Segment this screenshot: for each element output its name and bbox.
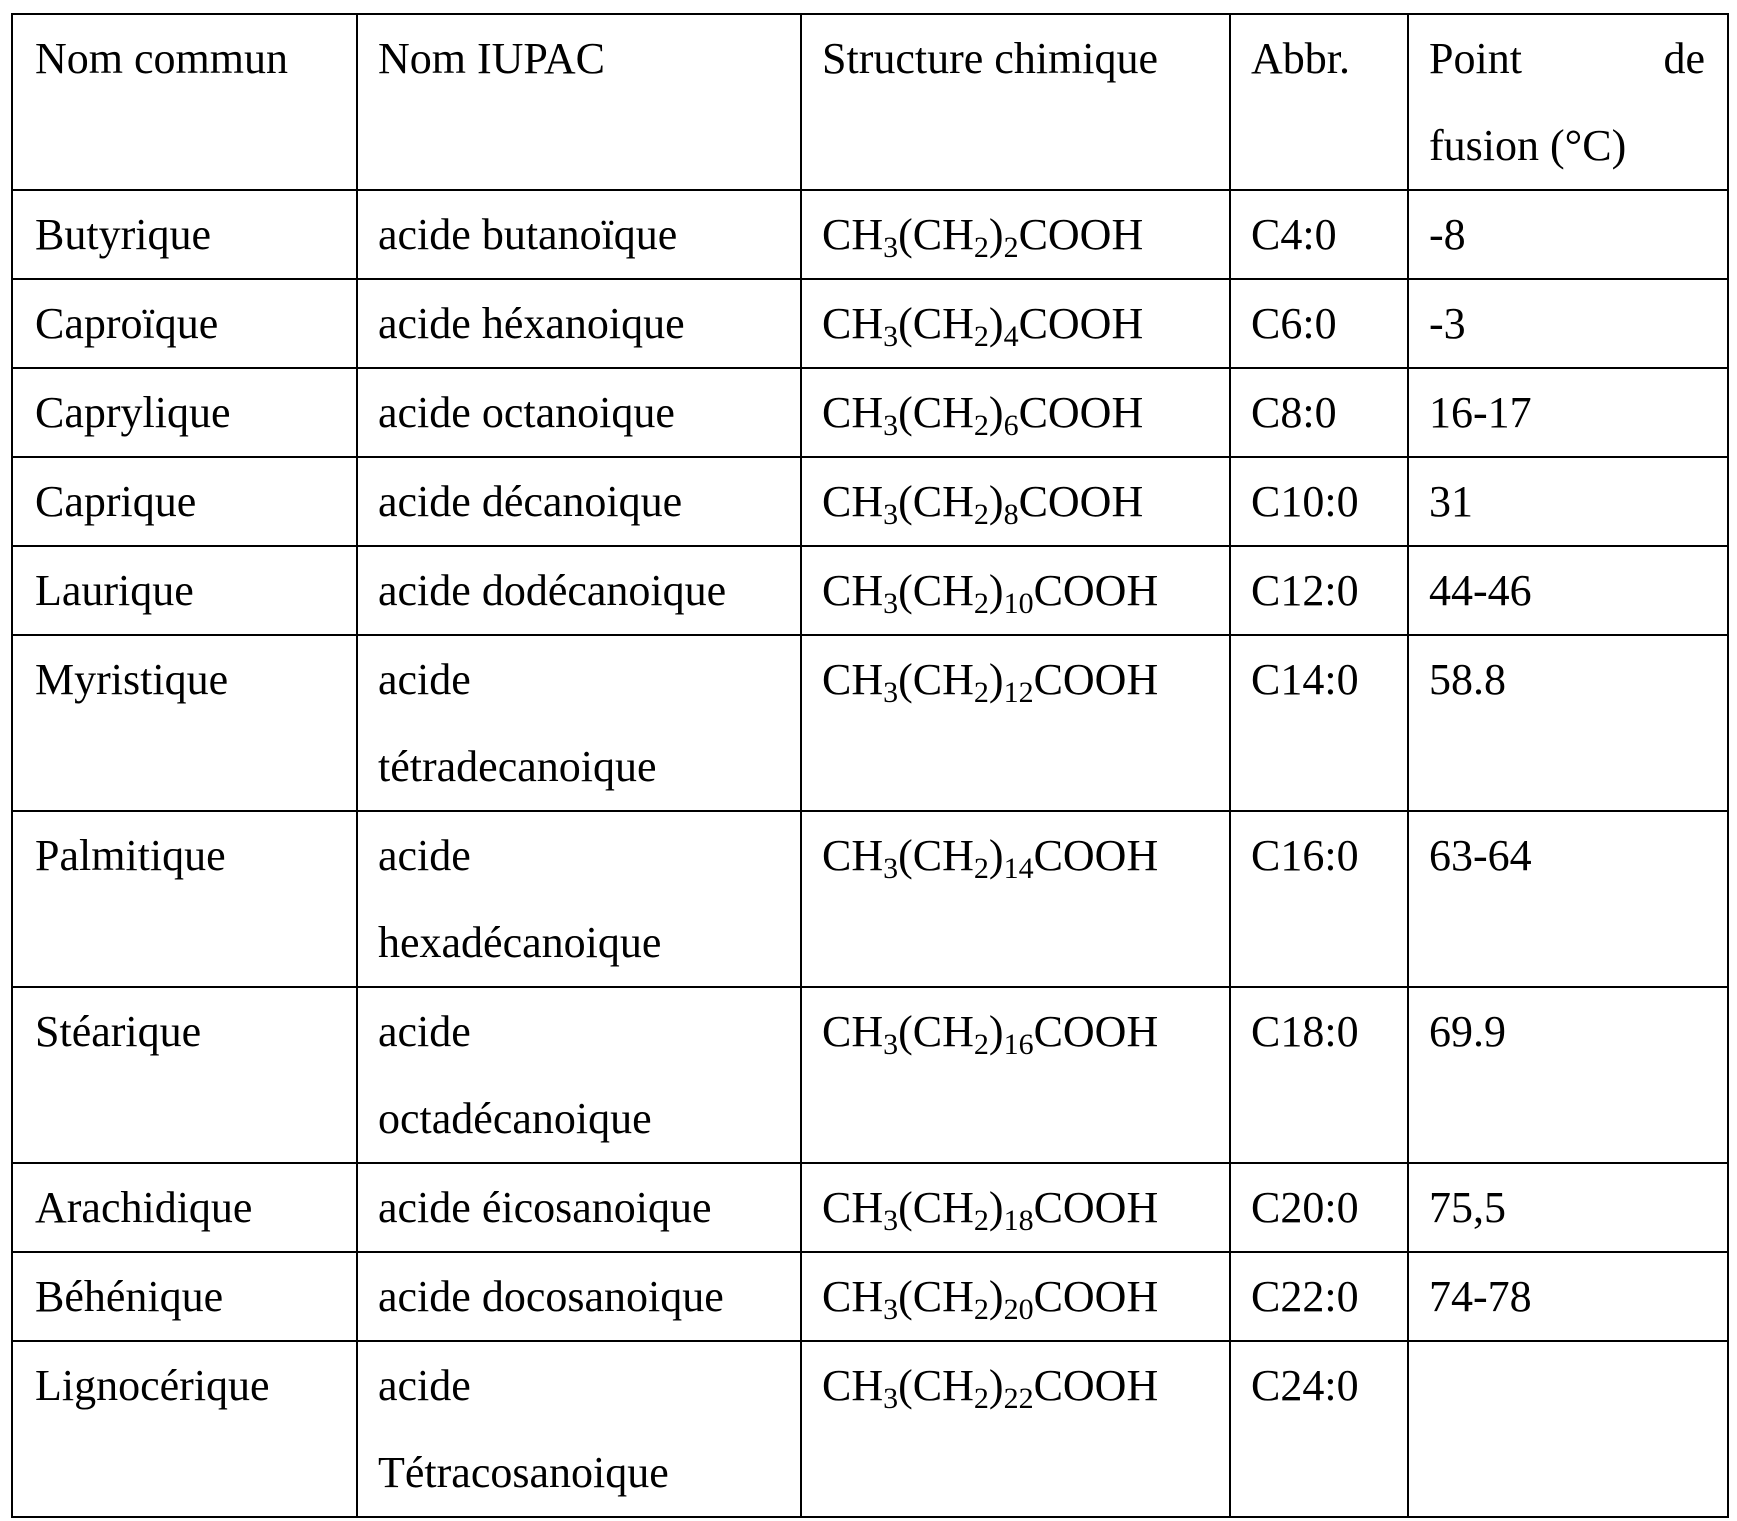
formula-prefix: CH [822, 655, 884, 704]
table-row [12, 1252, 1728, 1341]
cell-abbreviation [1230, 190, 1408, 279]
formula-prefix: CH [822, 1272, 884, 1321]
table-row [12, 546, 1728, 635]
iupac-name-line2: Tétracosanoique [378, 1448, 669, 1497]
cell-abbreviation [1230, 811, 1408, 987]
formula-middle: (CH [898, 1007, 974, 1056]
cell-chemical-formula [801, 635, 1230, 811]
formula-prefix: CH [822, 477, 884, 526]
cell-chemical-formula [801, 190, 1230, 279]
abbreviation-text: C6:0 [1251, 299, 1337, 348]
formula-middle: (CH [898, 1183, 974, 1232]
table-body [12, 190, 1728, 1517]
melting-point-header-line1 [1429, 15, 1705, 102]
iupac-name-line1: acide docosanoique [378, 1272, 724, 1321]
melting-point-value: 74-78 [1429, 1272, 1532, 1321]
melting-point-value: -3 [1429, 299, 1466, 348]
cell-abbreviation [1230, 1163, 1408, 1252]
formula-suffix: COOH [1018, 299, 1144, 348]
cell-iupac-name [357, 987, 801, 1163]
cell-common-name [12, 190, 357, 279]
common-name-text: Butyrique [35, 210, 211, 259]
cell-common-name [12, 1252, 357, 1341]
cell-iupac-name [357, 1163, 801, 1252]
cell-melting-point [1408, 368, 1728, 457]
header-chemical-structure: Structure chimique [801, 14, 1230, 190]
formula-subscript-1: 3 [883, 587, 899, 620]
formula-prefix: CH [822, 299, 884, 348]
formula-subscript-2: 2 [973, 1204, 989, 1237]
formula-close-paren: ) [988, 210, 1004, 259]
cell-chemical-formula [801, 279, 1230, 368]
formula-subscript-1: 3 [883, 1293, 899, 1326]
iupac-name-line1: acide butanoïque [378, 210, 678, 259]
table-row [12, 811, 1728, 987]
cell-common-name [12, 987, 357, 1163]
abbreviation-text: C12:0 [1251, 566, 1359, 615]
formula-close-paren: ) [988, 655, 1004, 704]
formula-subscript-1: 3 [883, 1028, 899, 1061]
formula-close-paren: ) [988, 1272, 1004, 1321]
melting-point-header-word-de: de [1663, 34, 1705, 83]
cell-abbreviation [1230, 1252, 1408, 1341]
formula-middle: (CH [898, 831, 974, 880]
abbreviation-text: C16:0 [1251, 831, 1359, 880]
formula-middle: (CH [898, 655, 974, 704]
table-row [12, 457, 1728, 546]
melting-point-value: 31 [1429, 477, 1473, 526]
common-name-text: Stéarique [35, 1007, 202, 1056]
formula-suffix: COOH [1033, 655, 1159, 704]
formula-prefix: CH [822, 1007, 884, 1056]
cell-common-name [12, 635, 357, 811]
iupac-name-line1: acide octanoique [378, 388, 675, 437]
formula-middle: (CH [898, 477, 974, 526]
table-row [12, 635, 1728, 811]
formula-subscript-2: 2 [973, 498, 989, 531]
formula-subscript-3: 6 [1003, 409, 1019, 442]
cell-abbreviation [1230, 1341, 1408, 1517]
header-common-name: Nom commun [12, 14, 357, 190]
formula-middle: (CH [898, 566, 974, 615]
melting-point-header-line2: fusion (°C) [1429, 121, 1627, 170]
cell-common-name [12, 1341, 357, 1517]
cell-melting-point [1408, 987, 1728, 1163]
melting-point-value: 16-17 [1429, 388, 1532, 437]
abbreviation-text: C22:0 [1251, 1272, 1359, 1321]
cell-melting-point [1408, 546, 1728, 635]
cell-chemical-formula [801, 368, 1230, 457]
iupac-name-line1: acide [378, 1007, 471, 1056]
cell-iupac-name [357, 368, 801, 457]
cell-chemical-formula [801, 987, 1230, 1163]
formula-prefix: CH [822, 210, 884, 259]
cell-common-name [12, 279, 357, 368]
formula-subscript-2: 2 [973, 1028, 989, 1061]
cell-abbreviation [1230, 987, 1408, 1163]
formula-subscript-2: 2 [973, 587, 989, 620]
formula-subscript-3: 14 [1003, 852, 1034, 885]
formula-subscript-3: 4 [1003, 320, 1019, 353]
formula-subscript-2: 2 [973, 1382, 989, 1415]
fatty-acids-table [11, 13, 1729, 1518]
melting-point-header-word-point: Point [1429, 34, 1522, 83]
cell-melting-point [1408, 279, 1728, 368]
formula-close-paren: ) [988, 299, 1004, 348]
common-name-text: Caproïque [35, 299, 219, 348]
iupac-name-line1: acide héxanoique [378, 299, 685, 348]
formula-middle: (CH [898, 388, 974, 437]
common-name-text: Arachidique [35, 1183, 253, 1232]
formula-subscript-2: 2 [973, 320, 989, 353]
melting-point-value: 58.8 [1429, 655, 1506, 704]
formula-subscript-1: 3 [883, 1382, 899, 1415]
cell-chemical-formula [801, 1252, 1230, 1341]
cell-melting-point [1408, 457, 1728, 546]
cell-melting-point [1408, 190, 1728, 279]
formula-prefix: CH [822, 566, 884, 615]
cell-iupac-name [357, 1252, 801, 1341]
formula-subscript-2: 2 [973, 231, 989, 264]
common-name-text: Caprylique [35, 388, 231, 437]
formula-close-paren: ) [988, 566, 1004, 615]
formula-subscript-1: 3 [883, 409, 899, 442]
formula-subscript-3: 18 [1003, 1204, 1034, 1237]
formula-prefix: CH [822, 388, 884, 437]
formula-subscript-1: 3 [883, 231, 899, 264]
common-name-text: Béhénique [35, 1272, 224, 1321]
cell-common-name [12, 546, 357, 635]
table-header-row [12, 14, 1728, 190]
table-row [12, 279, 1728, 368]
formula-subscript-1: 3 [883, 852, 899, 885]
formula-subscript-2: 2 [973, 409, 989, 442]
formula-middle: (CH [898, 299, 974, 348]
cell-chemical-formula [801, 1341, 1230, 1517]
formula-close-paren: ) [988, 1183, 1004, 1232]
formula-prefix: CH [822, 831, 884, 880]
cell-chemical-formula [801, 457, 1230, 546]
formula-subscript-3: 16 [1003, 1028, 1034, 1061]
cell-iupac-name [357, 546, 801, 635]
iupac-name-line2: octadécanoique [378, 1094, 652, 1143]
abbreviation-text: C18:0 [1251, 1007, 1359, 1056]
abbreviation-text: C10:0 [1251, 477, 1359, 526]
formula-suffix: COOH [1033, 1007, 1159, 1056]
formula-subscript-3: 10 [1003, 587, 1034, 620]
table-row [12, 190, 1728, 279]
formula-suffix: COOH [1033, 1361, 1159, 1410]
melting-point-value: 44-46 [1429, 566, 1532, 615]
cell-iupac-name [357, 457, 801, 546]
formula-close-paren: ) [988, 388, 1004, 437]
iupac-name-line1: acide [378, 1361, 471, 1410]
formula-suffix: COOH [1018, 477, 1144, 526]
cell-abbreviation [1230, 279, 1408, 368]
formula-subscript-3: 22 [1003, 1382, 1034, 1415]
cell-melting-point [1408, 635, 1728, 811]
abbreviation-text: C8:0 [1251, 388, 1337, 437]
common-name-text: Myristique [35, 655, 229, 704]
cell-common-name [12, 457, 357, 546]
cell-abbreviation [1230, 368, 1408, 457]
iupac-name-line2: tétradecanoique [378, 742, 657, 791]
formula-close-paren: ) [988, 1007, 1004, 1056]
iupac-name-line2: hexadécanoique [378, 918, 662, 967]
cell-melting-point [1408, 811, 1728, 987]
iupac-name-line1: acide décanoique [378, 477, 683, 526]
cell-abbreviation [1230, 457, 1408, 546]
formula-subscript-3: 8 [1003, 498, 1019, 531]
formula-close-paren: ) [988, 1361, 1004, 1410]
table-row [12, 987, 1728, 1163]
formula-suffix: COOH [1033, 566, 1159, 615]
common-name-text: Lignocérique [35, 1361, 270, 1410]
abbreviation-text: C24:0 [1251, 1361, 1359, 1410]
cell-chemical-formula [801, 811, 1230, 987]
formula-subscript-1: 3 [883, 320, 899, 353]
common-name-text: Laurique [35, 566, 194, 615]
formula-middle: (CH [898, 210, 974, 259]
iupac-name-line1: acide éicosanoique [378, 1183, 712, 1232]
melting-point-value: -8 [1429, 210, 1466, 259]
cell-iupac-name [357, 1341, 801, 1517]
formula-subscript-1: 3 [883, 498, 899, 531]
iupac-name-line1: acide [378, 831, 471, 880]
formula-suffix: COOH [1033, 1183, 1159, 1232]
cell-common-name [12, 368, 357, 457]
header-melting-point [1408, 14, 1728, 190]
cell-iupac-name [357, 811, 801, 987]
formula-middle: (CH [898, 1361, 974, 1410]
cell-common-name [12, 1163, 357, 1252]
formula-subscript-3: 12 [1003, 676, 1034, 709]
header-abbreviation: Abbr. [1230, 14, 1408, 190]
melting-point-value: 69.9 [1429, 1007, 1506, 1056]
cell-iupac-name [357, 635, 801, 811]
formula-subscript-3: 20 [1003, 1293, 1034, 1326]
formula-prefix: CH [822, 1183, 884, 1232]
table-row [12, 1163, 1728, 1252]
cell-chemical-formula [801, 1163, 1230, 1252]
cell-iupac-name [357, 279, 801, 368]
table-row [12, 368, 1728, 457]
formula-suffix: COOH [1033, 831, 1159, 880]
formula-suffix: COOH [1018, 210, 1144, 259]
cell-iupac-name [357, 190, 801, 279]
formula-middle: (CH [898, 1272, 974, 1321]
cell-melting-point [1408, 1163, 1728, 1252]
cell-melting-point [1408, 1341, 1728, 1517]
formula-subscript-2: 2 [973, 1293, 989, 1326]
cell-abbreviation [1230, 546, 1408, 635]
iupac-name-line1: acide dodécanoique [378, 566, 727, 615]
abbreviation-text: C20:0 [1251, 1183, 1359, 1232]
table-row [12, 1341, 1728, 1517]
cell-abbreviation [1230, 635, 1408, 811]
iupac-name-line1: acide [378, 655, 471, 704]
cell-melting-point [1408, 1252, 1728, 1341]
common-name-text: Caprique [35, 477, 197, 526]
melting-point-value: 75,5 [1429, 1183, 1506, 1232]
common-name-text: Palmitique [35, 831, 226, 880]
cell-common-name [12, 811, 357, 987]
formula-suffix: COOH [1018, 388, 1144, 437]
abbreviation-text: C4:0 [1251, 210, 1337, 259]
formula-subscript-1: 3 [883, 676, 899, 709]
formula-prefix: CH [822, 1361, 884, 1410]
melting-point-value: 63-64 [1429, 831, 1532, 880]
formula-close-paren: ) [988, 477, 1004, 526]
header-iupac-name: Nom IUPAC [357, 14, 801, 190]
formula-subscript-2: 2 [973, 676, 989, 709]
cell-chemical-formula [801, 546, 1230, 635]
formula-suffix: COOH [1033, 1272, 1159, 1321]
formula-close-paren: ) [988, 831, 1004, 880]
formula-subscript-3: 2 [1003, 231, 1019, 264]
formula-subscript-2: 2 [973, 852, 989, 885]
abbreviation-text: C14:0 [1251, 655, 1359, 704]
formula-subscript-1: 3 [883, 1204, 899, 1237]
